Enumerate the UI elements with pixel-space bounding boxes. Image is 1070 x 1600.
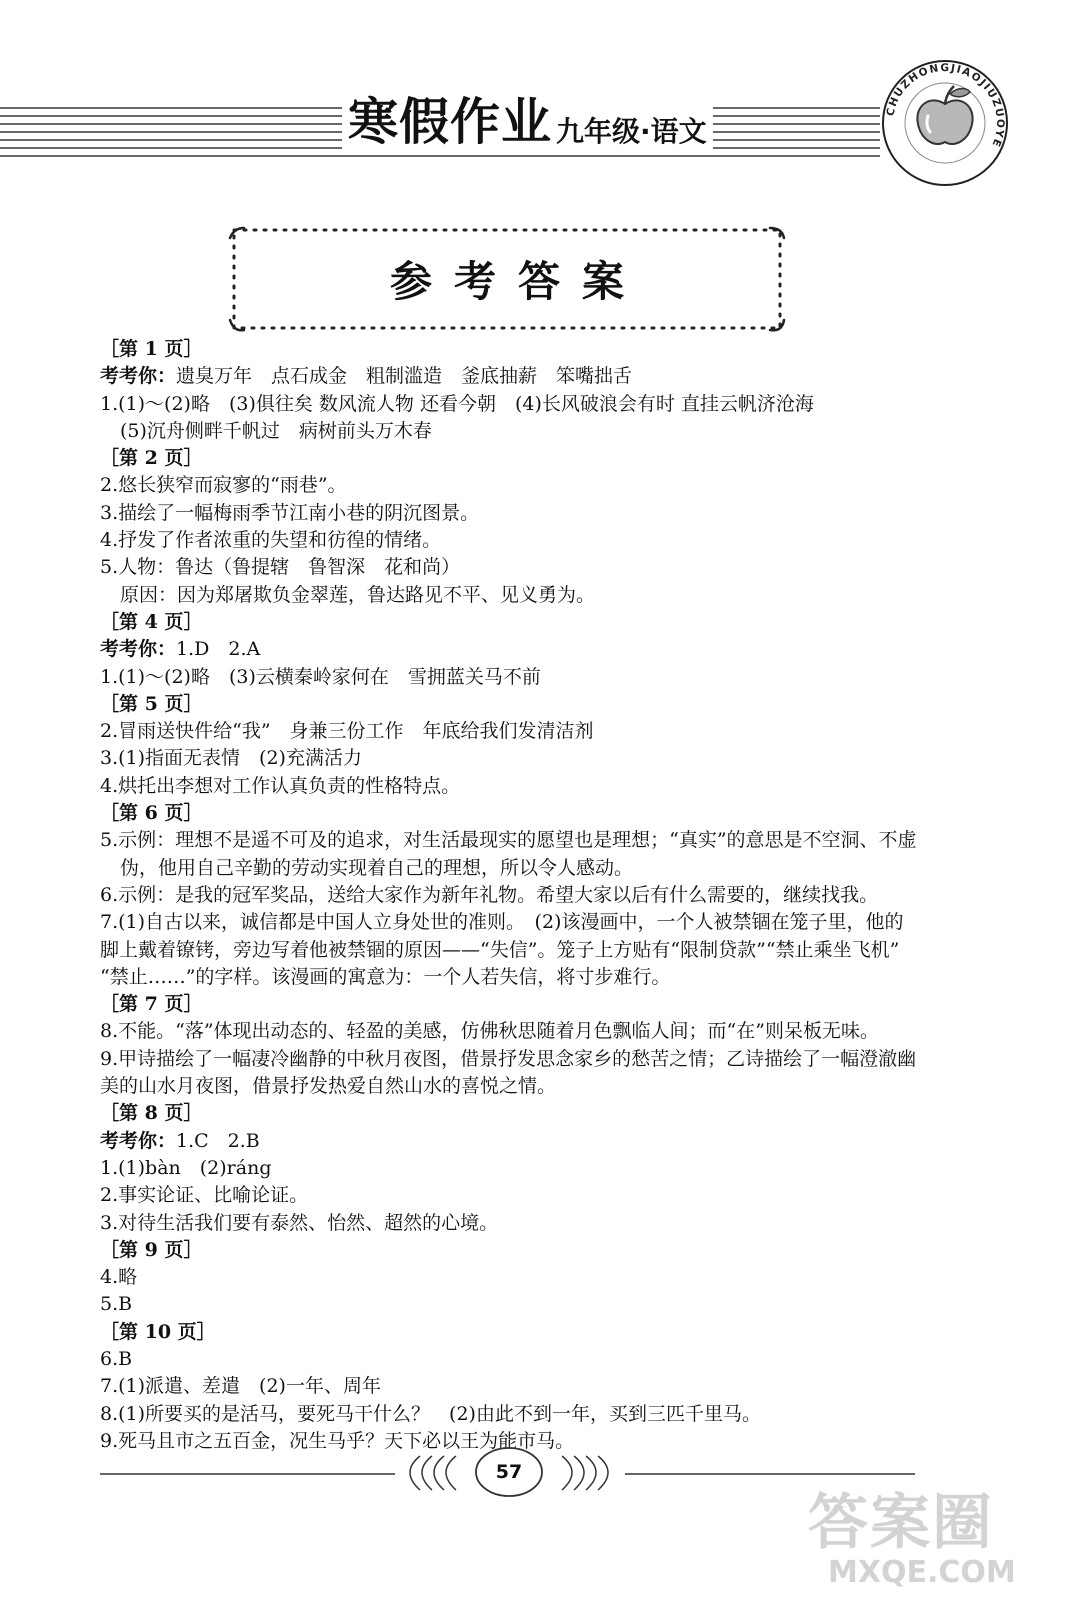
quiz-answer-line bbox=[100, 1128, 900, 1155]
svg-text:CHUZHONGJIAOJIUZUOYE: CHUZHONGJIAOJIUZUOYE bbox=[884, 61, 1007, 150]
watermark bbox=[808, 1490, 1016, 1590]
section-heading: ［第 4 页］ bbox=[100, 610, 203, 633]
answer-line: 7.(1)自古以来，诚信都是中国人立身处世的准则。 (2)该漫画中，一个人被禁锢在笼子里，他的 bbox=[100, 911, 904, 934]
quiz-answer-text: 1.D 2.A bbox=[176, 638, 261, 661]
answer-line: 4.抒发了作者浓重的失望和彷徨的情绪。 bbox=[100, 529, 442, 552]
answer-line: 1.(1)～(2)略 (3)俱往矣 数风流人物 还看今朝 (4)长风破浪会有时 直挂云帆济沧海 bbox=[100, 392, 814, 415]
answer-line: 1.(1)～(2)略 (3)云横秦岭家何在 雪拥蓝关马不前 bbox=[100, 665, 541, 688]
quiz-label: 考考你： bbox=[100, 638, 177, 661]
answer-line: 2.冒雨送快件给“我” 身兼三份工作 年底给我们发清洁剂 bbox=[100, 720, 594, 743]
answer-line: 6.示例：是我的冠军奖品，送给大家作为新年礼物。希望大家以后有什么需要的，继续找我。 bbox=[100, 883, 879, 906]
answer-line: 4.略 bbox=[100, 1266, 138, 1289]
answer-line: 原因：因为郑屠欺负金翠莲，鲁达路见不平、见义勇为。 bbox=[120, 583, 596, 606]
quiz-label: 考考你： bbox=[100, 365, 177, 388]
answer-line: 8.不能。“落”体现出动态的、轻盈的美感，仿佛秋思随着月色飘临人间；而“在”则呆板无味。 bbox=[100, 1020, 879, 1043]
quiz-answer-line bbox=[100, 636, 900, 663]
section-heading: ［第 1 页］ bbox=[100, 338, 203, 360]
section-heading: ［第 5 页］ bbox=[100, 692, 203, 715]
answer-line: 1.(1)bàn (2)ráng bbox=[100, 1156, 272, 1179]
header-subtitle: 九年级·语文 bbox=[556, 115, 707, 148]
quiz-answer-text: 1.C 2.B bbox=[176, 1129, 260, 1152]
quiz-label: 考考你： bbox=[100, 1129, 177, 1152]
quiz-answer-text: 遗臭万年 点石成金 粗制滥造 釜底抽薪 笨嘴拙舌 bbox=[176, 365, 633, 388]
answer-line: 脚上戴着镣铐，旁边写着他被禁锢的原因——“失信”。笼子上方贴有“限制贷款”“禁止乘坐飞机” bbox=[100, 938, 900, 961]
answer-line: “禁止……”的字样。该漫画的寓意为：一个人若失信，将寸步难行。 bbox=[100, 965, 671, 988]
answer-line: 5.人物：鲁达（鲁提辖 鲁智深 花和尚） bbox=[100, 556, 461, 579]
answer-line: 2.事实论证、比喻论证。 bbox=[100, 1184, 309, 1207]
answer-line: 2.悠长狭窄而寂寥的“雨巷”。 bbox=[100, 474, 347, 497]
answer-title: 参考答案 bbox=[389, 257, 646, 306]
answer-line: 6.B bbox=[100, 1347, 133, 1370]
answer-line: 4.烘托出李想对工作认真负责的性格特点。 bbox=[100, 774, 461, 797]
answer-line: 3.(1)指面无表情 (2)充满活力 bbox=[100, 747, 362, 770]
section-heading: ［第 7 页］ bbox=[100, 993, 203, 1016]
answer-content bbox=[100, 336, 917, 1455]
apple-badge-logo bbox=[880, 58, 1010, 188]
section-heading: ［第 10 页］ bbox=[100, 1320, 216, 1343]
answer-title-box bbox=[226, 224, 788, 334]
section-heading: ［第 9 页］ bbox=[100, 1238, 203, 1261]
page-number: 57 bbox=[495, 1461, 523, 1483]
answer-line: (5)沉舟侧畔千帆过 病树前头万木春 bbox=[120, 419, 432, 442]
quiz-answer-line bbox=[100, 363, 900, 390]
section-heading: ［第 2 页］ bbox=[100, 447, 203, 470]
answer-line: 伪，他用自己辛勤的劳动实现着自己的理想，所以令人感动。 bbox=[120, 856, 634, 879]
answer-line: 3.对待生活我们要有泰然、怡然、超然的心境。 bbox=[100, 1211, 499, 1234]
watermark-logo: 答案圈 bbox=[808, 1488, 994, 1558]
watermark-url: MXQE.COM bbox=[828, 1555, 1016, 1590]
answer-line: 5.示例：理想不是遥不可及的追求，对生活最现实的愿望也是理想；“真实”的意思是不空洞、不虚 bbox=[100, 829, 917, 852]
answer-line: 7.(1)派遣、差遣 (2)一年、周年 bbox=[100, 1375, 381, 1398]
header-title: 寒假作业 bbox=[348, 93, 552, 151]
header-title-group bbox=[342, 90, 713, 152]
answer-line: 美的山水月夜图，借景抒发热爱自然山水的喜悦之情。 bbox=[100, 1075, 557, 1098]
section-heading: ［第 6 页］ bbox=[100, 802, 203, 825]
answer-line: 5.B bbox=[100, 1293, 133, 1316]
answer-line: 8.(1)所要买的是活马，要死马干什么？ (2)由此不到一年，买到三匹千里马。 bbox=[100, 1402, 761, 1425]
answer-line: 9.死马且市之五百金，况生马乎？天下必以王为能市马。 bbox=[100, 1429, 575, 1452]
answer-line: 3.描绘了一幅梅雨季节江南小巷的阴沉图景。 bbox=[100, 501, 480, 524]
section-heading: ［第 8 页］ bbox=[100, 1102, 203, 1125]
answer-line: 9.甲诗描绘了一幅凄冷幽静的中秋月夜图，借景抒发思念家乡的愁苦之情；乙诗描绘了一幅澄澈幽 bbox=[100, 1047, 917, 1070]
